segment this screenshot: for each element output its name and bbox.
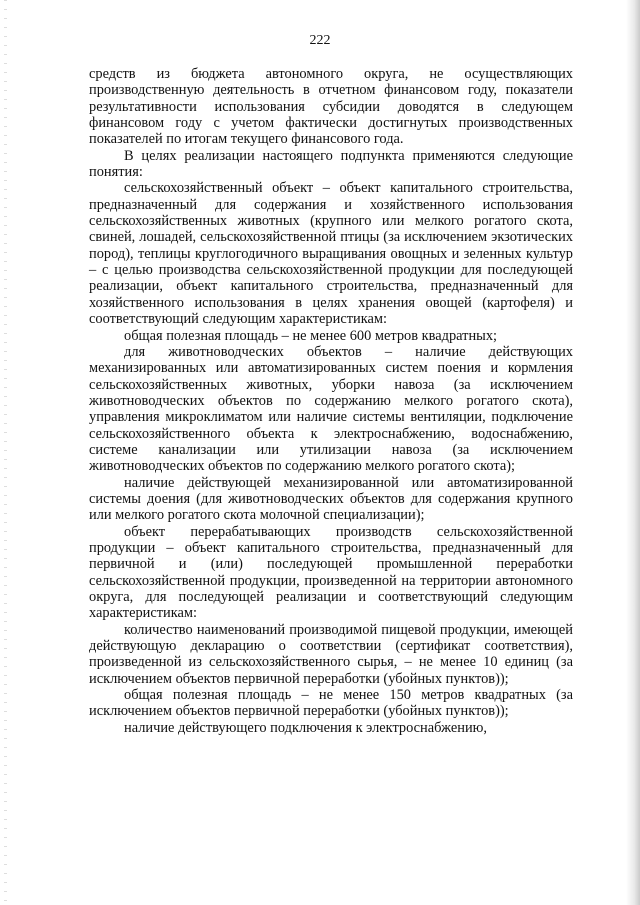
paragraph-definitions-intro: В целях реализации настоящего подпункта применяются следующие понятия: [89, 147, 573, 181]
paragraph-processing-object: объект перерабатывающих производств сельскохозяйственной продукции – объект капитального строительства, предназначенный для первичной и (или) последующей промышленной переработки сельскохозяйственной продукции, произведенной на территории автономного округа, для последующей реализации и соответствующий следующим характеристикам: [89, 523, 573, 622]
document-body [89, 66, 573, 736]
paragraph-milking-system: наличие действующей механизированной или автоматизированной системы доения (для животноводческих объектов для содержания крупного или мелкого рогатого скота молочной специализации); [89, 474, 573, 524]
paragraph-livestock-systems: для животноводческих объектов – наличие действующих механизированных или автоматизированных систем поения и кормления сельскохозяйственных животных, уборки навоза (за исключением животноводческих объектов по содержанию мелкого рогатого скота), управления микроклиматом или наличие системы вентиляции, подключение сельскохозяйственного объекта к электроснабжению, водоснабжению, системе канализации или утилизации навоза (за исключением животноводческих объектов по содержанию мелкого рогатого скота); [89, 343, 573, 475]
paragraph-power-connection: наличие действующего подключения к электроснабжению, [124, 719, 488, 736]
paragraph-agricultural-object: сельскохозяйственный объект – объект капитального строительства, предназначенный для содержания и хозяйственного использования сельскохозяйственных животных (крупного или мелкого рогатого скота, свиней, лошадей, сельскохозяйственной птицы (за исключением экзотических пород), теплицы круглогодичного выращивания овощных и зеленных культур – с целью производства сельскохозяйственной продукции для последующей реализации, объект капитального строительства, предназначенный для хозяйственного использования в целях хранения овощей (картофеля) и соответствующий следующим характеристикам: [89, 180, 573, 328]
page-number: 222 [309, 33, 331, 48]
scan-margin-marks [4, 0, 7, 905]
paragraph-area-600: общая полезная площадь – не менее 600 метров квадратных; [124, 327, 498, 344]
scan-edge-shadow [626, 0, 640, 905]
paragraph-area-150: общая полезная площадь – не менее 150 метров квадратных (за исключением объектов первичной переработки (убойных пунктов)); [89, 687, 573, 720]
paragraph-product-count: количество наименований производимой пищевой продукции, имеющей действующую декларацию о соответствии (сертификат соответствия), произведенной из сельскохозяйственного сырья, – не менее 10 единиц (за исключением объектов первичной переработки (убойных пунктов)); [89, 621, 573, 687]
paragraph-continuation: средств из бюджета автономного округа, не осуществляющих производственную деятельность в отчетном финансовом году, показатели результативности использования субсидии доводятся в следующем финансовом году с учетом фактически достигнутых производственных показателей по итогам текущего финансового года. [89, 66, 573, 148]
